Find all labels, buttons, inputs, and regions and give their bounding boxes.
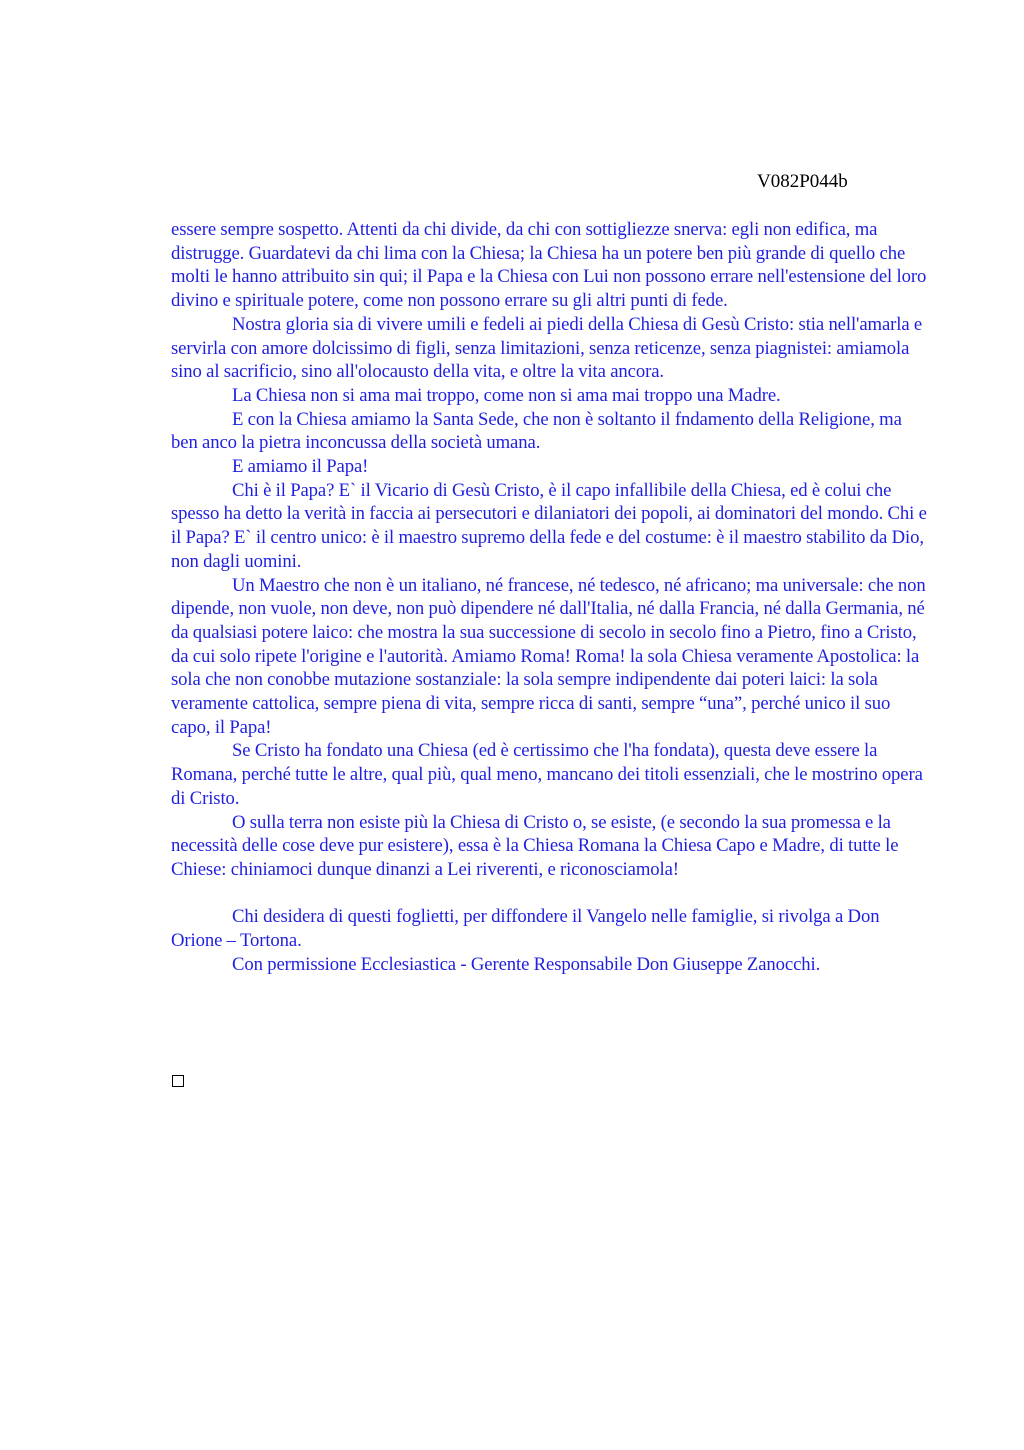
paragraph-5: E amiamo il Papa! — [232, 456, 369, 478]
paragraph-7: Un Maestro che non è un italiano, né francese, né tedesco, né africano; ma universale: che non dipende, non vuole, non deve, non può dipendere né dall'Italia, né dalla Francia, né dalla Germania, né da qualsiasi potere laico: che mostra la sua successione di secolo in secolo fino a Pietro, fino a Cristo, da cui solo ripete l'origine e l'autorità. Amiamo Roma! Roma! la sola Chiesa veramente Apostolica: la sola che non conobbe mutazione sostanziale: la sola sempre indipendente dai poteri laici: la sola veramente cattolica, sempre piena di vita, sempre ricca di santi, sempre “una”, perché unico il suo capo, il Papa! — [171, 574, 926, 738]
blank-line — [171, 882, 931, 906]
paragraph-9: O sulla terra non esiste più la Chiesa di Cristo o, se esiste, (e secondo la sua promessa e la necessità delle cose deve pur esistere), essa è la Chiesa Romana la Chiesa Capo e Madre, di tutte le Chiese: chiniamoci dunque dinanzi a Lei riverenti, e riconosciamola! — [171, 811, 899, 880]
distribution-note: Chi desidera di questi foglietti, per diffondere il Vangelo nelle famiglie, si rivolga a Don Orione – Tortona. — [171, 906, 880, 952]
paragraph-8: Se Cristo ha fondato una Chiesa (ed è certissimo che l'ha fondata), questa deve essere la Romana, perché tutte le altre, qual più, qual meno, mancano dei titoli essenziali, che le mostrino opera di Cristo. — [171, 740, 923, 809]
paragraph-1: essere sempre sospetto. Attenti da chi divide, da chi con sottigliezze snerva: egli non edifica, ma distrugge. Guardatevi da chi lima con la Chiesa; la Chiesa ha un potere ben più grande di quello che molti le hanno attribuito sin qui; il Papa e la Chiesa con Lui non possono errare nell'estensione del loro divino e spirituale potere, come non possono errare su gli altri punti di fede. — [171, 219, 927, 312]
permission-note: Con permissione Ecclesiastica - Gerente Responsabile Don Giuseppe Zanocchi. — [232, 953, 821, 975]
paragraph-6: Chi è il Papa? E` il Vicario di Gesù Cristo, è il capo infallibile della Chiesa, ed è colui che spesso ha detto la verità in faccia ai persecutori e dilaniatori dei popoli, ai dominatori del mondo. Chi e il Papa? E` il centro unico: è il maestro supremo della fede e del costume: è il maestro stabilito da Dio, non dagli uomini. — [171, 479, 927, 572]
paragraph-4: E con la Chiesa amiamo la Santa Sede, che non è soltanto il fndamento della Religione, ma ben anco la pietra inconcussa della società umana. — [171, 408, 902, 454]
paragraph-3: La Chiesa non si ama mai troppo, come non si ama mai troppo una Madre. — [232, 384, 781, 406]
document-body — [171, 218, 931, 976]
paragraph-2: Nostra gloria sia di vivere umili e fedeli ai piedi della Chiesa di Gesù Cristo: stia nell'amarla e servirla con amore dolcissimo di figli, senza limitazioni, senza reticenze, senza piagnistei: amiamola sino al sacrificio, sino all'olocausto della vita, e oltre la vita ancora. — [171, 313, 923, 383]
document-code: V082P044b — [757, 171, 848, 192]
end-square-mark — [172, 1075, 184, 1087]
